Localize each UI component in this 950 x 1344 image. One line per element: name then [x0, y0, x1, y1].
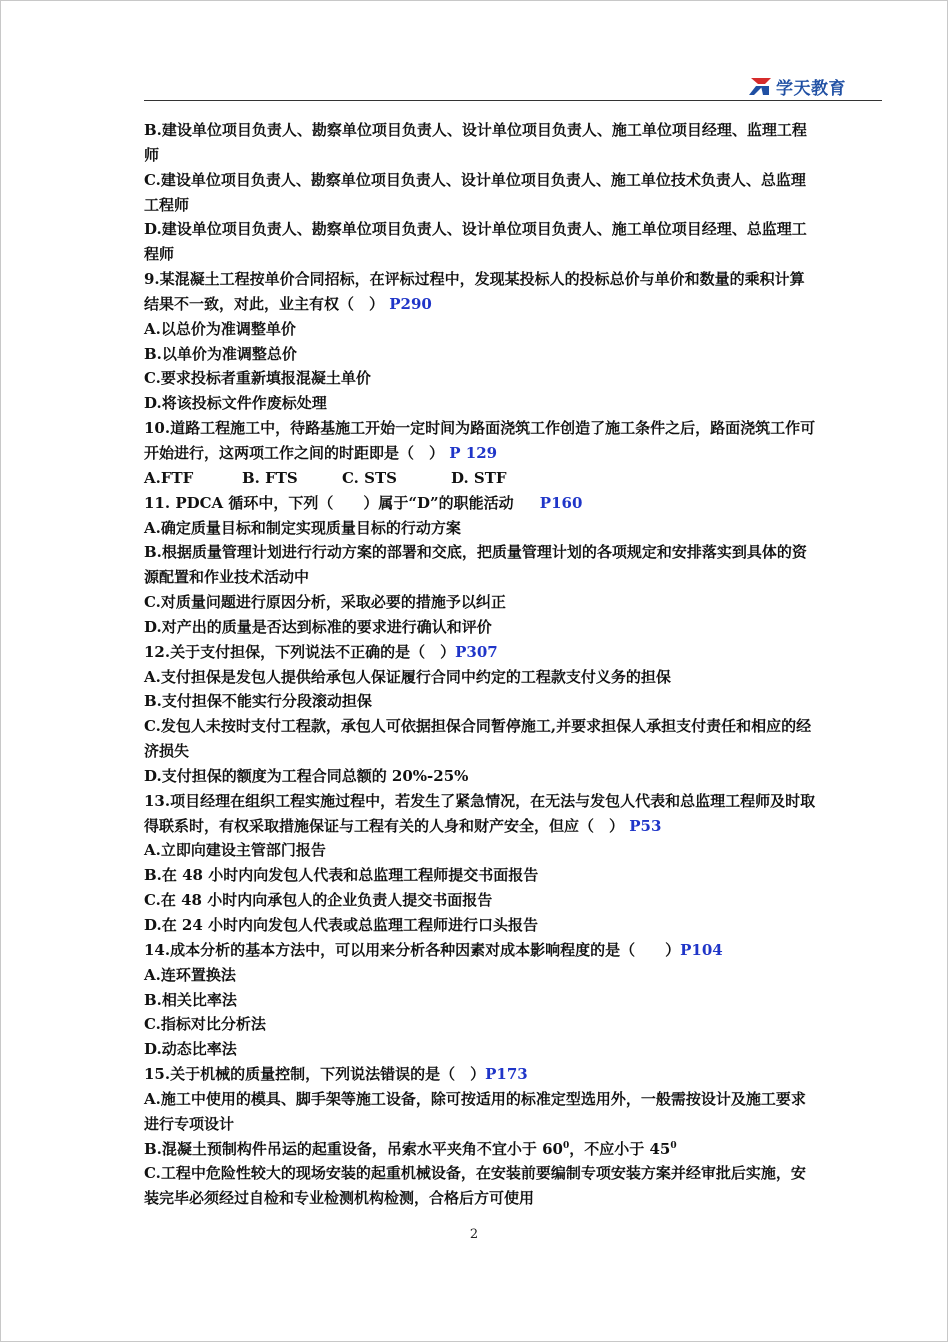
option-line: A.支付担保是发包人提供给承包人保证履行合同中约定的工程款支付义务的担保 — [144, 667, 671, 686]
option-line: 济损失 — [144, 742, 190, 761]
option-line: A.确定质量目标和制定实现质量目标的行动方案 — [144, 518, 461, 537]
page-reference: P53 — [629, 816, 662, 835]
option-line: 源配置和作业技术活动中 — [144, 568, 310, 587]
page-reference: P173 — [485, 1065, 528, 1084]
option-line: D.在 24 小时内向发包人代表或总监理工程师进行口头报告 — [144, 916, 539, 934]
option-line: 程师 — [144, 245, 175, 264]
option-line: B.混凝土预制构件吊运的起重设备，吊索水平夹角不宜小于 $60^0$，不应小于 $45^0$ — [144, 1139, 677, 1158]
option-line: C.指标对比分析法 — [144, 1015, 266, 1034]
option-line: B.以单价为准调整总价 — [144, 344, 297, 363]
xuetian-logo-icon — [749, 76, 773, 96]
option-line: B.根据质量管理计划进行行动方案的部署和交底，把质量管理计划的各项规定和安排落实到具体的资 — [144, 543, 807, 562]
option-line: D.支付担保的额度为工程合同总额的 20%-25% — [144, 766, 469, 785]
option-line: 工程师 — [144, 195, 190, 214]
question-10-stem-cont: 开始进行，这两项工作之间的时距即是（ ） P 129 — [144, 443, 498, 462]
option-line: 师 — [144, 145, 160, 164]
question-9-stem-cont: 结果不一致，对此，业主有权（ ） P290 — [144, 294, 432, 313]
option-line: C.要求投标者重新填报混凝土单价 — [144, 369, 371, 388]
option-line: 装完毕必须经过自检和专业检测机构检测，合格后方可使用 — [144, 1189, 535, 1208]
option-line: C.在 48 小时内向承包人的企业负责人提交书面报告 — [144, 891, 493, 910]
option-line: D.对产出的质量是否达到标准的要求进行确认和评价 — [144, 617, 492, 636]
page-reference: P 129 — [449, 443, 498, 462]
option-line: 进行专项设计 — [144, 1114, 235, 1133]
option-line: B.支付担保不能实行分段滚动担保 — [144, 692, 372, 711]
option-c: C. STS — [342, 468, 397, 487]
brand-name: 学天教育 — [776, 78, 846, 99]
header-divider — [144, 100, 882, 101]
page-reference: P307 — [455, 642, 498, 661]
question-10-stem: 10.道路工程施工中，待路基施工开始一定时间为路面浇筑工作创造了施工条件之后，路面浇筑工作可 — [144, 419, 816, 438]
question-10-options — [144, 466, 884, 491]
option-line: D.动态比率法 — [144, 1040, 237, 1059]
option-line: C.建设单位项目负责人、勘察单位项目负责人、设计单位项目负责人、施工单位技术负责人、总监理 — [144, 170, 806, 189]
brand-logo — [749, 75, 846, 97]
page-reference: P290 — [389, 294, 432, 313]
question-15-stem: 15.关于机械的质量控制，下列说法错误的是（ ）P173 — [144, 1065, 528, 1084]
option-line: D.将该投标文件作废标处理 — [144, 394, 327, 413]
question-content — [144, 118, 884, 1211]
question-11-stem: 11. PDCA 循环中，下列（ ）属于“D”的职能活动 P160 — [144, 493, 583, 512]
option-line: B.相关比率法 — [144, 990, 237, 1009]
option-a: A.FTF — [144, 468, 194, 487]
question-9-stem: 9.某混凝土工程按单价合同招标，在评标过程中，发现某投标人的投标总价与单价和数量的乘积计算 — [144, 270, 805, 289]
question-13-stem: 13.项目经理在组织工程实施过程中，若发生了紧急情况，在无法与发包人代表和总监理工程师及时取 — [144, 791, 816, 810]
page-reference: P160 — [539, 493, 583, 512]
option-line: A.以总价为准调整单价 — [144, 319, 296, 338]
option-line: A.立即向建设主管部门报告 — [144, 841, 326, 860]
option-line: B.建设单位项目负责人、勘察单位项目负责人、设计单位项目负责人、施工单位项目经理、监理工程 — [144, 121, 807, 139]
option-line: C.发包人未按时支付工程款，承包人可依据担保合同暂停施工,并要求担保人承担支付责任和相应的经 — [144, 717, 812, 736]
page-number: 2 — [469, 1227, 479, 1242]
option-line: C.工程中危险性较大的现场安装的起重机械设备，在安装前要编制专项安装方案并经审批后实施，安 — [144, 1164, 806, 1183]
page-reference: P104 — [680, 940, 723, 959]
question-13-stem-cont: 得联系时，有权采取措施保证与工程有关的人身和财产安全，但应（ ） P53 — [144, 816, 662, 835]
option-line: A.连环置换法 — [144, 965, 236, 984]
option-line: A.施工中使用的模具、脚手架等施工设备，除可按适用的标准定型选用外，一般需按设计及施工要求 — [144, 1089, 806, 1108]
option-b: B. FTS — [242, 468, 298, 487]
question-12-stem: 12.关于支付担保，下列说法不正确的是（ ）P307 — [144, 642, 498, 661]
option-line: B.在 48 小时内向发包人代表和总监理工程师提交书面报告 — [144, 866, 539, 885]
option-line: D.建设单位项目负责人、勘察单位项目负责人、设计单位项目负责人、施工单位项目经理、总监理工 — [144, 220, 807, 239]
option-line: C.对质量问题进行原因分析，采取必要的措施予以纠正 — [144, 593, 506, 612]
question-14-stem: 14.成本分析的基本方法中，可以用来分析各种因素对成本影响程度的是（ ）P104 — [144, 940, 723, 959]
option-d: D. STF — [451, 468, 507, 487]
